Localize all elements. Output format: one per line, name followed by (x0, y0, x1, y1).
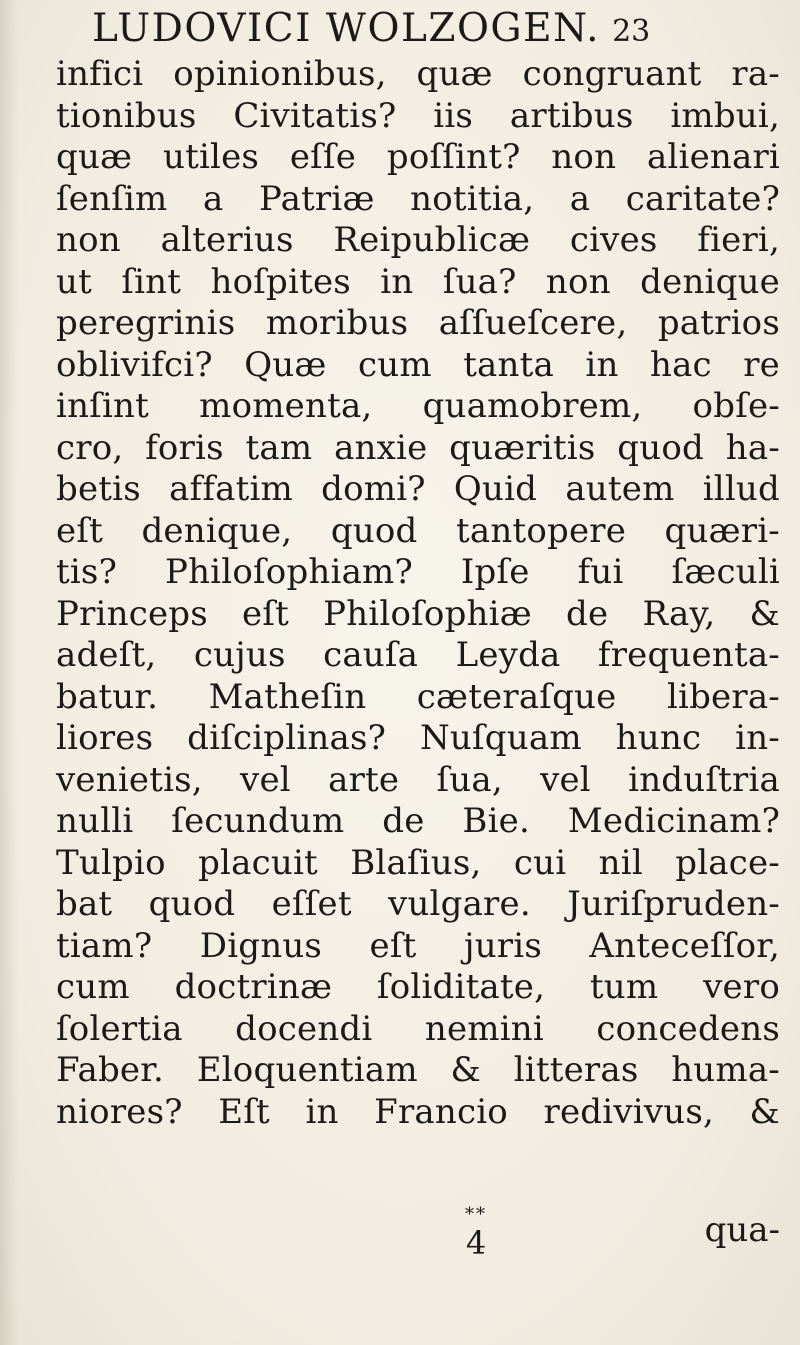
text-line: ut ſint hoſpites in ſua? non denique (56, 261, 780, 302)
text-line: adeſt, cujus cauſa Leyda frequenta- (56, 635, 780, 675)
page-number: 23 (612, 14, 651, 49)
text-line: cum doctrinæ ſoliditate, tum vero (56, 967, 780, 1007)
text-line: nulli ſecundum de Bie. Medicinam? (56, 801, 780, 841)
text-line: liores diſciplinas? Nuſquam hunc in- (56, 718, 780, 758)
signature-number: 4 (465, 1224, 487, 1262)
signature-stars: ** (465, 1204, 487, 1225)
text-line: eſt denique, quod tantopere quæri- (56, 510, 780, 551)
text-line: oblivifci? Quæ cum tanta in hac re (56, 344, 780, 385)
text-line: bat quod eſſet vulgare. Juriſpruden- (56, 884, 780, 924)
text-line: tiam? Dignus eſt juris Anteceſſor, (56, 925, 780, 966)
signature-mark (446, 1204, 506, 1260)
page-footer (56, 1204, 780, 1262)
text-line: infici opinionibus, quæ congruant ra- (56, 54, 780, 94)
text-line: Faber. Eloquentiam & litteras huma- (56, 1050, 780, 1090)
text-line: tionibus Civitatis? iis artibus imbui, (56, 95, 780, 136)
text-line: venietis, vel arte ſua, vel induſtria (56, 759, 780, 800)
binding-shadow (0, 0, 18, 1345)
text-line: cro, foris tam anxie quæritis quod ha- (56, 427, 780, 468)
running-title: LUDOVICI WOLZOGEN. (92, 6, 601, 51)
text-line: non alterius Reipublicæ cives fieri, (56, 220, 780, 260)
catchword: qua- (704, 1210, 780, 1250)
text-line: quæ utiles eſſe poſſint? non alienari (56, 137, 780, 177)
text-line: batur. Matheſin cæteraſque libera- (56, 676, 780, 717)
text-line: betis affatim domi? Quid autem illud (56, 469, 780, 509)
text-line: niores? Eſt in Francio redivivus, & (56, 1091, 780, 1132)
text-line: ſenſim a Patriæ notitia, a caritate? (56, 178, 780, 219)
text-line: tis? Philoſophiam? Ipſe fui ſæculi (56, 552, 780, 592)
text-line: inſint momenta, quamobrem, obſe- (56, 386, 780, 426)
text-line: Princeps eſt Philoſophiæ de Ray, & (56, 593, 780, 634)
text-line: Tulpio placuit Blaſius, cui nil place- (56, 842, 780, 883)
text-line: ſolertia docendi nemini concedens (56, 1008, 780, 1049)
text-line: peregrinis moribus aſſueſcere, patrios (56, 303, 780, 343)
body-text (56, 54, 780, 1133)
